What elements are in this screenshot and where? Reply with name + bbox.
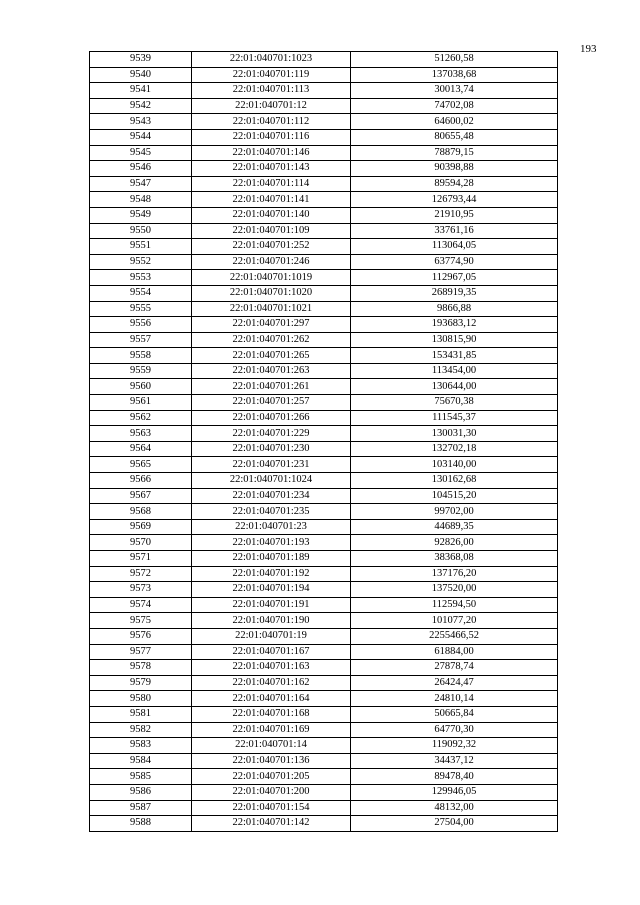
cadastral-number-cell: 22:01:040701:141 [192,192,351,208]
table-row [90,145,558,161]
cadastral-number-cell: 22:01:040701:1024 [192,473,351,489]
table-row [90,317,558,333]
cadastral-value-table [89,51,558,832]
cadastral-number-cell: 22:01:040701:164 [192,691,351,707]
table-row [90,270,558,286]
row-number-cell: 9557 [90,332,192,348]
value-cell: 112594,50 [351,597,558,613]
cadastral-number-cell: 22:01:040701:19 [192,628,351,644]
cadastral-number-cell: 22:01:040701:192 [192,566,351,582]
cadastral-number-cell: 22:01:040701:12 [192,98,351,114]
table-row [90,535,558,551]
row-number-cell: 9543 [90,114,192,130]
cadastral-number-cell: 22:01:040701:190 [192,613,351,629]
row-number-cell: 9584 [90,753,192,769]
cadastral-number-cell: 22:01:040701:168 [192,706,351,722]
table-row [90,129,558,145]
table-body [90,52,558,832]
row-number-cell: 9573 [90,582,192,598]
row-number-cell: 9581 [90,706,192,722]
row-number-cell: 9578 [90,660,192,676]
value-cell: 137520,00 [351,582,558,598]
table-row [90,597,558,613]
row-number-cell: 9580 [90,691,192,707]
row-number-cell: 9548 [90,192,192,208]
table-row [90,784,558,800]
value-cell: 27504,00 [351,816,558,832]
table-row [90,566,558,582]
value-cell: 24810,14 [351,691,558,707]
row-number-cell: 9559 [90,363,192,379]
value-cell: 89478,40 [351,769,558,785]
cadastral-number-cell: 22:01:040701:116 [192,129,351,145]
cadastral-number-cell: 22:01:040701:205 [192,769,351,785]
table-row [90,332,558,348]
cadastral-number-cell: 22:01:040701:1019 [192,270,351,286]
table-row [90,285,558,301]
cadastral-number-cell: 22:01:040701:136 [192,753,351,769]
row-number-cell: 9576 [90,628,192,644]
row-number-cell: 9567 [90,488,192,504]
table-row [90,753,558,769]
cadastral-number-cell: 22:01:040701:193 [192,535,351,551]
row-number-cell: 9570 [90,535,192,551]
table-row [90,441,558,457]
table-row [90,363,558,379]
row-number-cell: 9553 [90,270,192,286]
value-cell: 61884,00 [351,644,558,660]
value-cell: 119092,32 [351,738,558,754]
cadastral-number-cell: 22:01:040701:109 [192,223,351,239]
cadastral-number-cell: 22:01:040701:231 [192,457,351,473]
row-number-cell: 9587 [90,800,192,816]
row-number-cell: 9541 [90,83,192,99]
row-number-cell: 9564 [90,441,192,457]
cadastral-number-cell: 22:01:040701:1020 [192,285,351,301]
row-number-cell: 9574 [90,597,192,613]
cadastral-number-cell: 22:01:040701:297 [192,317,351,333]
value-cell: 74702,08 [351,98,558,114]
table-row [90,348,558,364]
value-cell: 130031,30 [351,426,558,442]
value-cell: 75670,38 [351,395,558,411]
value-cell: 101077,20 [351,613,558,629]
row-number-cell: 9562 [90,410,192,426]
cadastral-number-cell: 22:01:040701:229 [192,426,351,442]
page-number: 193 [580,43,597,55]
cadastral-number-cell: 22:01:040701:246 [192,254,351,270]
value-cell: 30013,74 [351,83,558,99]
row-number-cell: 9560 [90,379,192,395]
row-number-cell: 9561 [90,395,192,411]
value-cell: 80655,48 [351,129,558,145]
value-cell: 33761,16 [351,223,558,239]
value-cell: 50665,84 [351,706,558,722]
cadastral-number-cell: 22:01:040701:163 [192,660,351,676]
cadastral-number-cell: 22:01:040701:167 [192,644,351,660]
value-cell: 34437,12 [351,753,558,769]
row-number-cell: 9539 [90,52,192,68]
table-row [90,675,558,691]
value-cell: 89594,28 [351,176,558,192]
table-row [90,628,558,644]
value-cell: 132702,18 [351,441,558,457]
row-number-cell: 9550 [90,223,192,239]
cadastral-number-cell: 22:01:040701:191 [192,597,351,613]
value-cell: 129946,05 [351,784,558,800]
table-row [90,722,558,738]
row-number-cell: 9582 [90,722,192,738]
row-number-cell: 9583 [90,738,192,754]
row-number-cell: 9549 [90,207,192,223]
table-row [90,426,558,442]
value-cell: 78879,15 [351,145,558,161]
value-cell: 51260,58 [351,52,558,68]
row-number-cell: 9563 [90,426,192,442]
value-cell: 104515,20 [351,488,558,504]
row-number-cell: 9554 [90,285,192,301]
row-number-cell: 9555 [90,301,192,317]
value-cell: 90398,88 [351,161,558,177]
value-cell: 193683,12 [351,317,558,333]
row-number-cell: 9545 [90,145,192,161]
row-number-cell: 9577 [90,644,192,660]
value-cell: 130644,00 [351,379,558,395]
row-number-cell: 9552 [90,254,192,270]
row-number-cell: 9546 [90,161,192,177]
table-row [90,706,558,722]
cadastral-number-cell: 22:01:040701:230 [192,441,351,457]
value-cell: 64600,02 [351,114,558,130]
table-row [90,192,558,208]
cadastral-number-cell: 22:01:040701:189 [192,551,351,567]
row-number-cell: 9556 [90,317,192,333]
row-number-cell: 9542 [90,98,192,114]
cadastral-number-cell: 22:01:040701:140 [192,207,351,223]
value-cell: 268919,35 [351,285,558,301]
cadastral-number-cell: 22:01:040701:1021 [192,301,351,317]
table-row [90,769,558,785]
cadastral-number-cell: 22:01:040701:200 [192,784,351,800]
cadastral-number-cell: 22:01:040701:261 [192,379,351,395]
value-cell: 130815,90 [351,332,558,348]
value-cell: 99702,00 [351,504,558,520]
table-row [90,816,558,832]
table-row [90,691,558,707]
cadastral-number-cell: 22:01:040701:146 [192,145,351,161]
cadastral-number-cell: 22:01:040701:154 [192,800,351,816]
cadastral-number-cell: 22:01:040701:194 [192,582,351,598]
value-cell: 38368,08 [351,551,558,567]
value-cell: 103140,00 [351,457,558,473]
table-row [90,519,558,535]
cadastral-number-cell: 22:01:040701:162 [192,675,351,691]
table-row [90,613,558,629]
value-cell: 26424,47 [351,675,558,691]
table-row [90,410,558,426]
cadastral-number-cell: 22:01:040701:112 [192,114,351,130]
value-cell: 111545,37 [351,410,558,426]
table-row [90,114,558,130]
value-cell: 64770,30 [351,722,558,738]
row-number-cell: 9569 [90,519,192,535]
table-row [90,582,558,598]
table-row [90,488,558,504]
table-row [90,67,558,83]
row-number-cell: 9586 [90,784,192,800]
row-number-cell: 9558 [90,348,192,364]
table-row [90,473,558,489]
table-row [90,83,558,99]
table-row [90,52,558,68]
table-row [90,254,558,270]
cadastral-number-cell: 22:01:040701:265 [192,348,351,364]
value-cell: 137038,68 [351,67,558,83]
row-number-cell: 9575 [90,613,192,629]
cadastral-number-cell: 22:01:040701:114 [192,176,351,192]
row-number-cell: 9571 [90,551,192,567]
table-row [90,161,558,177]
table-row [90,504,558,520]
table-row [90,644,558,660]
table-row [90,301,558,317]
cadastral-number-cell: 22:01:040701:143 [192,161,351,177]
value-cell: 130162,68 [351,473,558,489]
row-number-cell: 9568 [90,504,192,520]
value-cell: 137176,20 [351,566,558,582]
cadastral-number-cell: 22:01:040701:266 [192,410,351,426]
table-row [90,395,558,411]
cadastral-number-cell: 22:01:040701:262 [192,332,351,348]
cadastral-number-cell: 22:01:040701:234 [192,488,351,504]
row-number-cell: 9565 [90,457,192,473]
value-cell: 9866,88 [351,301,558,317]
cadastral-number-cell: 22:01:040701:14 [192,738,351,754]
cadastral-number-cell: 22:01:040701:257 [192,395,351,411]
row-number-cell: 9588 [90,816,192,832]
cadastral-number-cell: 22:01:040701:263 [192,363,351,379]
table-row [90,239,558,255]
row-number-cell: 9547 [90,176,192,192]
table-row [90,800,558,816]
value-cell: 153431,85 [351,348,558,364]
table-row [90,457,558,473]
row-number-cell: 9572 [90,566,192,582]
row-number-cell: 9544 [90,129,192,145]
value-cell: 48132,00 [351,800,558,816]
value-cell: 27878,74 [351,660,558,676]
table-row [90,551,558,567]
table-row [90,738,558,754]
table-row [90,98,558,114]
value-cell: 44689,35 [351,519,558,535]
value-cell: 113064,05 [351,239,558,255]
row-number-cell: 9551 [90,239,192,255]
cadastral-number-cell: 22:01:040701:235 [192,504,351,520]
cadastral-number-cell: 22:01:040701:1023 [192,52,351,68]
value-cell: 21910,95 [351,207,558,223]
value-cell: 112967,05 [351,270,558,286]
value-cell: 113454,00 [351,363,558,379]
table-row [90,223,558,239]
value-cell: 2255466,52 [351,628,558,644]
row-number-cell: 9579 [90,675,192,691]
cadastral-number-cell: 22:01:040701:169 [192,722,351,738]
cadastral-number-cell: 22:01:040701:119 [192,67,351,83]
cadastral-number-cell: 22:01:040701:252 [192,239,351,255]
row-number-cell: 9585 [90,769,192,785]
cadastral-number-cell: 22:01:040701:23 [192,519,351,535]
row-number-cell: 9566 [90,473,192,489]
value-cell: 92826,00 [351,535,558,551]
value-cell: 63774,90 [351,254,558,270]
table-row [90,379,558,395]
cadastral-number-cell: 22:01:040701:142 [192,816,351,832]
table-row [90,660,558,676]
cadastral-number-cell: 22:01:040701:113 [192,83,351,99]
row-number-cell: 9540 [90,67,192,83]
table-row [90,176,558,192]
value-cell: 126793,44 [351,192,558,208]
table-row [90,207,558,223]
